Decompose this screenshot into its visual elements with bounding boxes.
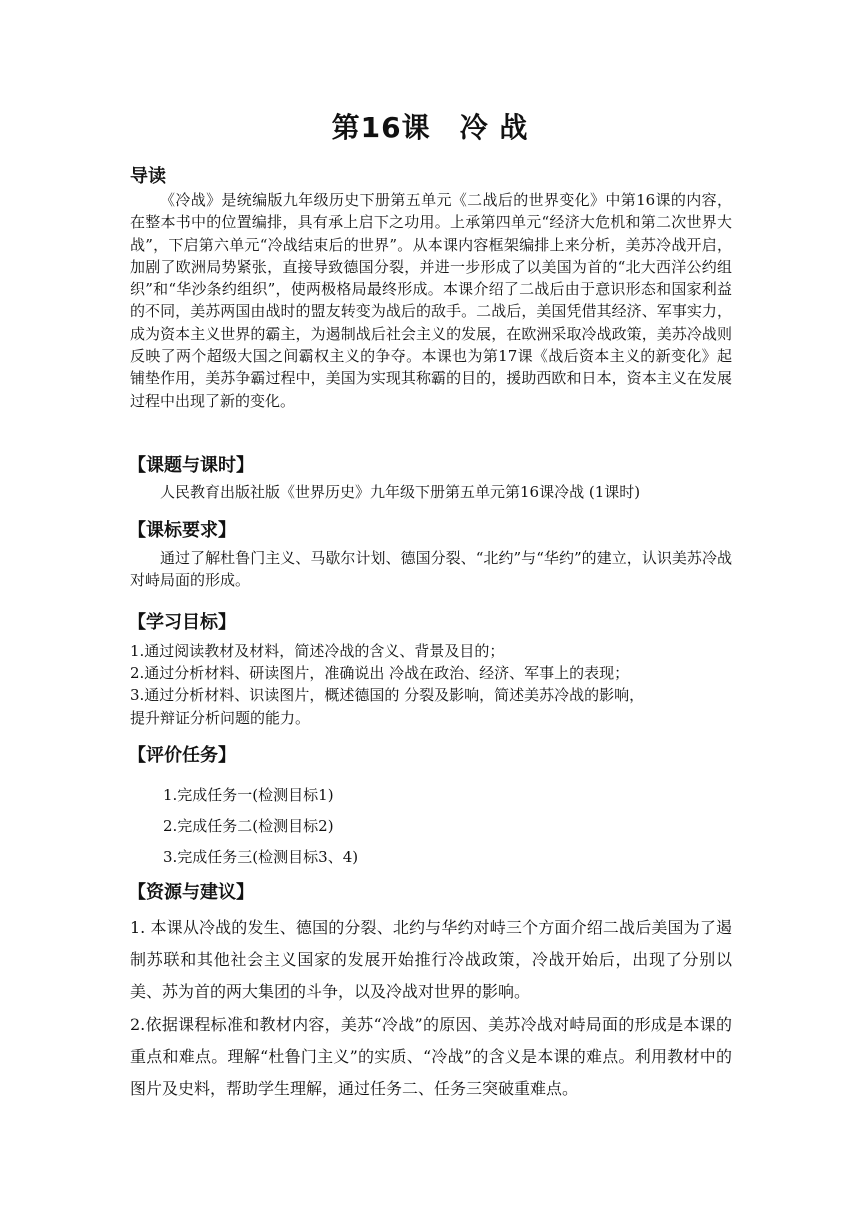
intro-paragraph: 《冷战》是统编版九年级历史下册第五单元《二战后的世界变化》中第16课的内容，在整本书中的位置编排，具有承上启下之功用。上承第四单元“经济大危机和第二次世界大战”，下启第六单元“冷战结束后的世界”。从本课内容框架编排上来分析，美苏冷战开启，加剧了欧洲局势紧张，直接导致德国分裂，并进一步形成了以美国为首的“北大西洋公约组织”和“华沙条约组织”，使两极格局最终形成。本课介绍了二战后由于意识形态和国家利益的不同，美苏两国由战时的盟友转变为战后的敌手。二战后，美国凭借其经济、军事实力，成为资本主义世界的霸主，为遏制战后社会主义的发展，在欧洲采取冷战政策，美苏冷战则反映了两个超级大国之间霸权主义的争夺。本课也为第17课《战后资本主义的新变化》起铺垫作用，美苏争霸过程中，美国为实现其称霸的目的，援助西欧和日本，资本主义在发展过程中出现了新的变化。 (130, 191, 732, 410)
evaluation-item: 1.完成任务一(检测目标1) (163, 786, 334, 804)
page-title: 第16课 冷 战 (331, 111, 529, 144)
objective-item: 1.通过阅读教材及材料，简述冷战的含义、背景及目的； (130, 642, 505, 660)
resources-item: 1. 本课从冷战的发生、德国的分裂、北约与华约对峙三个方面介绍二战后美国为了遏制苏联和其他社会主义国家的发展开始推行冷战政策，冷战开始后，出现了分别以美、苏为首的两大集团的斗争，以及冷战对世界的影响。 (130, 918, 732, 1001)
resources-heading: 【资源与建议】 (128, 882, 254, 903)
evaluation-item: 2.完成任务二(检测目标2) (163, 817, 334, 835)
intro-heading: 导读 (130, 166, 166, 187)
standard-text: 通过了解杜鲁门主义、马歇尔计划、德国分裂、“北约”与“华约”的建立，认识美苏冷战对峙局面的形成。 (130, 549, 732, 590)
objective-item: 2.通过分析材料、研读图片，准确说出 冷战在政治、经济、军事上的表现； (130, 664, 630, 682)
topic-text: 人民教育出版社版《世界历史》九年级下册第五单元第16课冷战 (1课时) (160, 483, 641, 501)
evaluation-item: 3.完成任务三(检测目标3、4) (163, 848, 359, 866)
topic-heading: 【课题与课时】 (128, 455, 254, 476)
objective-item: 3.通过分析材料、识读图片，概述德国的 分裂及影响，简述美苏冷战的影响， (130, 686, 645, 704)
standard-heading: 【课标要求】 (128, 520, 236, 541)
objective-item-continuation: 提升辩证分析问题的能力。 (130, 709, 311, 727)
evaluation-heading: 【评价任务】 (128, 745, 236, 766)
resources-item: 2.依据课程标准和教材内容，美苏“冷战”的原因、美苏冷战对峙局面的形成是本课的重点和难点。理解“杜鲁门主义”的实质、“冷战”的含义是本课的难点。利用教材中的图片及史料，帮助学生理解，通过任务二、任务三突破重难点。 (130, 1015, 732, 1098)
objectives-heading: 【学习目标】 (128, 612, 236, 633)
